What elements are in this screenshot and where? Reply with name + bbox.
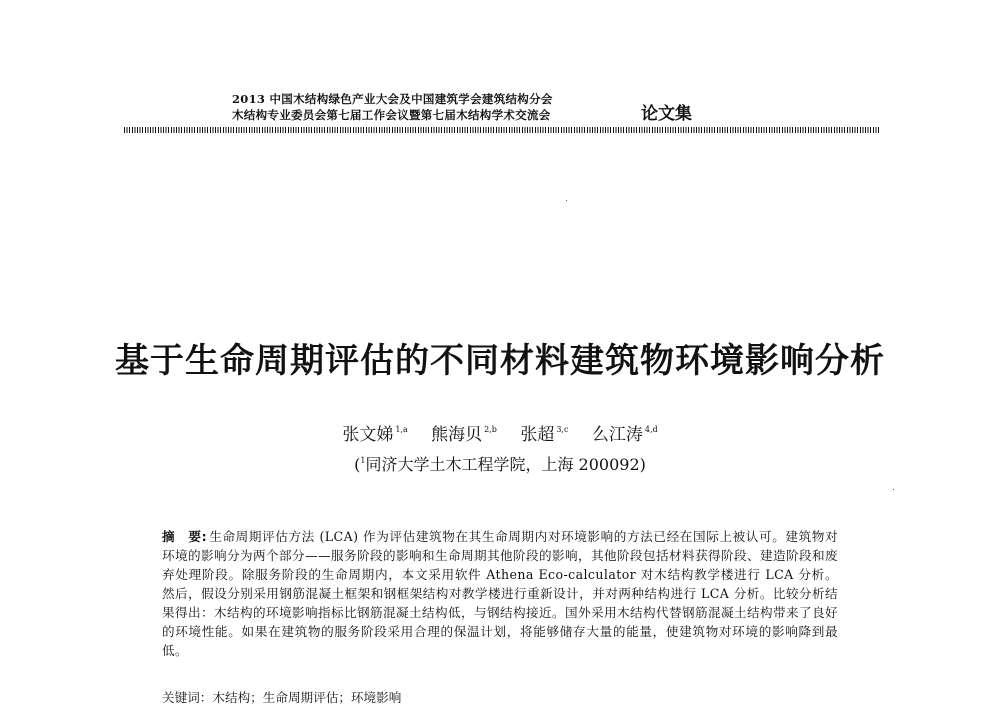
conference-name-line-2: 木结构专业委员会第七届工作会议暨第七届木结构学术交流会 [232, 108, 551, 122]
keywords-line-cut-off [162, 688, 462, 705]
author-affiliation-mark: 2,b [484, 425, 497, 434]
abstract-label: 摘 要: [162, 529, 208, 544]
author [431, 425, 497, 445]
abstract-text: 生命周期评估方法 (LCA) 作为评估建筑物在其生命周期内对环境影响的方法已经在国际上被认可。建筑物对环境的影响分为两个部分——服务阶段的影响和生命周期其他阶段的影响，其他阶段包括材料获得阶段、建造阶段和废弃处理阶段。除服务阶段的生命周期内，本文采用软件 Athena Eco-calculator 对木结构教学楼进行 LCA 分析。然后，假设分别采用钢筋混凝土框架和钢框架结构对教学楼进行重新设计，并对两种结构进行 LCA 分析。比较分析结果得出：木结构的环境影响指标比钢筋混凝土结构低，与钢结构接近。国外采用木结构代替钢筋混凝土结构带来了良好的环境性能。如果在建筑物的服务阶段采用合理的保温计划，将能够储存大量的能量，使建筑物对环境的影响降到最低。 [162, 529, 839, 658]
affiliation-mark: 1 [360, 456, 366, 465]
author-name: 张超 [520, 425, 555, 445]
header-rule [124, 127, 880, 133]
paper-title: 基于生命周期评估的不同材料建筑物环境影响分析 [115, 341, 885, 381]
proceedings-tag: 论文集 [641, 104, 692, 124]
author-list [0, 420, 1000, 445]
scan-speck [893, 489, 894, 490]
affiliation-text: 同济大学土木工程学院，上海 200092) [365, 455, 646, 474]
affiliation [0, 452, 1000, 475]
author-affiliation-mark: 4,d [644, 425, 658, 434]
author-affiliation-mark: 1,a [395, 425, 408, 434]
author-name: 熊海贝 [431, 425, 483, 445]
scan-speck [566, 200, 567, 201]
conference-name-line-1: 2013 中国木结构绿色产业大会及中国建筑学会建筑结构分会 [232, 92, 553, 106]
author [592, 425, 658, 445]
affiliation-open-paren: ( [354, 455, 361, 474]
author-name: 张文娣 [342, 425, 394, 445]
author-name: 么江涛 [591, 425, 643, 445]
author [520, 425, 568, 445]
abstract [162, 527, 838, 660]
author [342, 425, 407, 445]
keywords-text: 关键词：木结构；生命周期评估；环境影响 [162, 690, 402, 705]
author-affiliation-mark: 3,c [556, 425, 569, 434]
